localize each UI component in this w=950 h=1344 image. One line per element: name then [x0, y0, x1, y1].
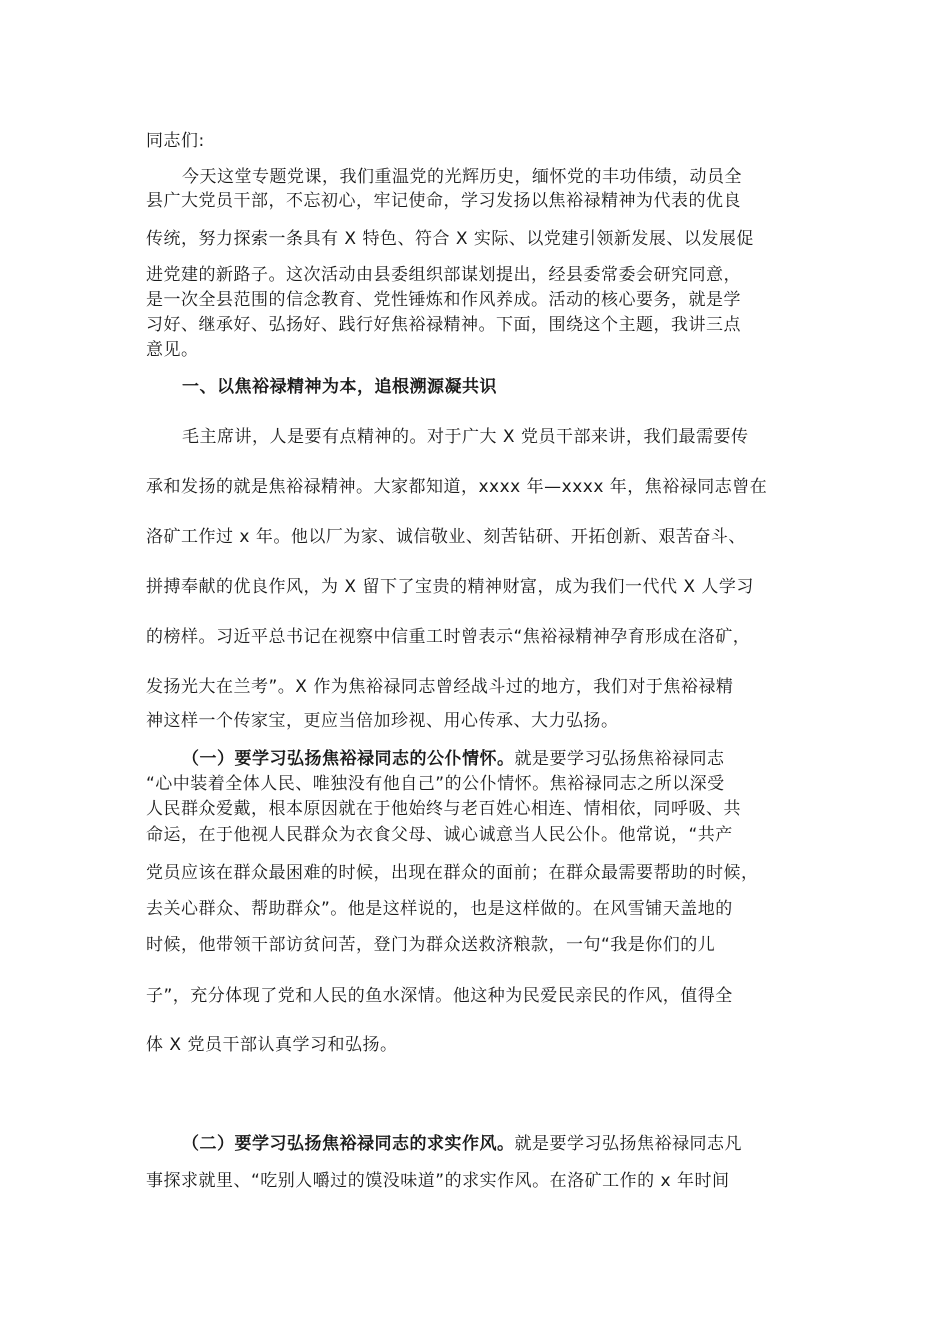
- greeting: 同志们:: [146, 131, 205, 151]
- paragraph-line: “心中装着全体人民、唯独没有他自己”的公仆情怀。焦裕禄同志之所以深受: [146, 774, 725, 794]
- paragraph-line: 的榜样。习近平总书记在视察中信重工时曾表示“焦裕禄精神孕育形成在洛矿，: [146, 627, 751, 647]
- paragraph-line: 体 X 党员干部认真学习和弘扬。: [146, 1035, 398, 1055]
- paragraph-line: 传统，努力探索一条具有 X 特色、符合 X 实际、以党建引领新发展、以发展促: [146, 229, 754, 249]
- paragraph-line: 发扬光大在兰考”。X 作为焦裕禄同志曾经战斗过的地方，我们对于焦裕禄精: [146, 677, 734, 697]
- paragraph-line: 事探求就里、“吃别人嚼过的馍没味道”的求实作风。在洛矿工作的 x 年时间: [146, 1171, 730, 1191]
- paragraph-text: 就是要学习弘扬焦裕禄同志: [514, 749, 725, 769]
- paragraph-line: 是一次全县范围的信念教育、党性锤炼和作风养成。活动的核心要务，就是学: [146, 290, 741, 310]
- paragraph-text: 就是要学习弘扬焦裕禄同志凡: [514, 1134, 742, 1154]
- paragraph-line: 神这样一个传家宝，更应当倍加珍视、用心传承、大力弘扬。: [146, 711, 619, 731]
- paragraph-line: 拼搏奉献的优良作风，为 X 留下了宝贵的精神财富，成为我们一代代 X 人学习: [146, 577, 754, 597]
- paragraph-line: 意见。: [146, 340, 199, 360]
- paragraph-line: 进党建的新路子。这次活动由县委组织部谋划提出，经县委常委会研究同意，: [146, 265, 741, 285]
- paragraph-line: 时候，他带领干部访贫问苦，登门为群众送救济粮款，一句“我是你们的儿: [146, 935, 716, 955]
- paragraph-line: 习好、继承好、弘扬好、践行好焦裕禄精神。下面，围绕这个主题，我讲三点: [146, 315, 741, 335]
- paragraph-line: 命运，在于他视人民群众为衣食父母、诚心诚意当人民公仆。他常说，“共产: [146, 825, 733, 845]
- paragraph-line: [182, 748, 842, 770]
- paragraph-line: 承和发扬的就是焦裕禄精神。大家都知道，xxxx 年—xxxx 年，焦裕禄同志曾在: [146, 477, 768, 497]
- subheading: （二）要学习弘扬焦裕禄同志的求实作风。: [182, 1134, 515, 1154]
- paragraph-line: 县广大党员干部，不忘初心，牢记使命，学习发扬以焦裕禄精神为代表的优良: [146, 191, 741, 211]
- paragraph-line: 今天这堂专题党课，我们重温党的光辉历史，缅怀党的丰功伟绩，动员全: [182, 167, 742, 187]
- section-heading: 一、以焦裕禄精神为本，追根溯源凝共识: [182, 377, 497, 397]
- paragraph-line: 去关心群众、帮助群众”。他是这样说的，也是这样做的。在风雪铺天盖地的: [146, 899, 733, 919]
- paragraph-line: 毛主席讲，人是要有点精神的。对于广大 X 党员干部来讲，我们最需要传: [182, 427, 749, 447]
- paragraph-line: [182, 1133, 842, 1155]
- paragraph-line: 人民群众爱戴，根本原因就在于他始终与老百姓心相连、情相依，同呼吸、共: [146, 799, 741, 819]
- paragraph-line: 洛矿工作过 x 年。他以厂为家、诚信敬业、刻苦钻研、开拓创新、艰苦奋斗、: [146, 527, 746, 547]
- subheading: （一）要学习弘扬焦裕禄同志的公仆情怀。: [182, 749, 515, 769]
- paragraph-line: 党员应该在群众最困难的时候，出现在群众的面前；在群众最需要帮助的时候，: [146, 863, 759, 883]
- paragraph-line: 子”，充分体现了党和人民的鱼水深情。他这种为民爱民亲民的作风，值得全: [146, 986, 733, 1006]
